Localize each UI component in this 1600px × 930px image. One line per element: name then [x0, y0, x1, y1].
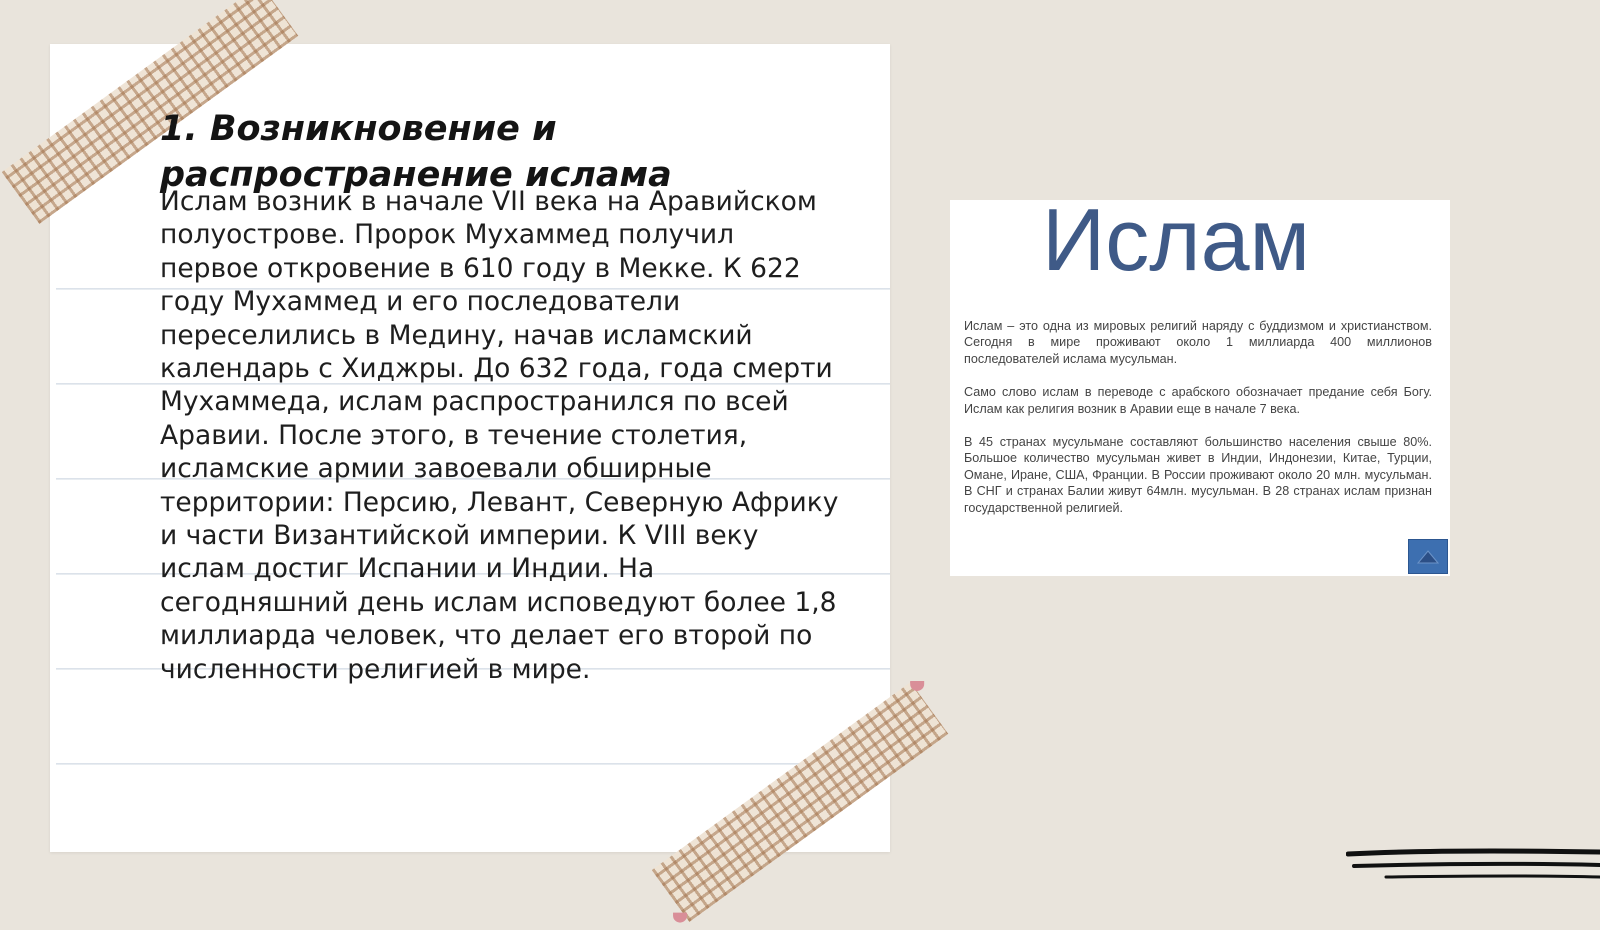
paper-rule-line	[56, 763, 890, 765]
body-paragraph: Ислам возник в начале VII века на Аравийском полуострове. Пророк Мухаммед получил первое откровение в 610 году в Мекке. К 622 году Мухаммед и его последователи переселились в Медину, начав исламский календарь с Хиджры. До 632 года, года смерти Мухаммеда, ислам распространился по всей Аравии. После этого, в течение столетия, исламские армии завоевали обширные территории: Персию, Левант, Северную Африку и части Византийской империи. К VIII веку ислам достиг Испании и Индии. На сегодняшний день ислам исповедуют более 1,8 миллиарда человек, что делает его второй по численности религией в мире.	[160, 186, 839, 685]
decorative-brush-strokes	[1346, 846, 1600, 886]
embedded-slide	[950, 190, 1450, 576]
slide-text	[964, 318, 1432, 533]
arrow-up-icon	[1417, 550, 1439, 564]
slide-paragraph: В 45 странах мусульмане составляют большинство населения свыше 80%. Большое количество мусульман живет в Индии, Индонезии, Китае, Турции, Омане, Иране, США, Франции. В России проживают около 20 млн. мусульман. В СНГ и странах Балии живут 64млн. мусульман. В 28 странах ислам признан государственной религией.	[964, 435, 1432, 515]
tape-pin	[673, 913, 687, 923]
scroll-up-button[interactable]	[1408, 539, 1448, 574]
section-heading: 1. Возникновение и распространение ислама	[160, 109, 672, 195]
tape-pin	[910, 681, 924, 691]
slide-title: Ислам	[1042, 190, 1311, 289]
slide-paragraph: Само слово ислам в переводе с арабского обозначает предание себя Богу. Ислам как религия возник в Аравии еще в начале 7 века.	[964, 385, 1432, 416]
slide-paragraph: Ислам – это одна из мировых религий наряду с буддизмом и христианством. Сегодня в мире проживают около 1 миллиарда 400 миллионов последователей ислама мусульман.	[964, 319, 1432, 366]
